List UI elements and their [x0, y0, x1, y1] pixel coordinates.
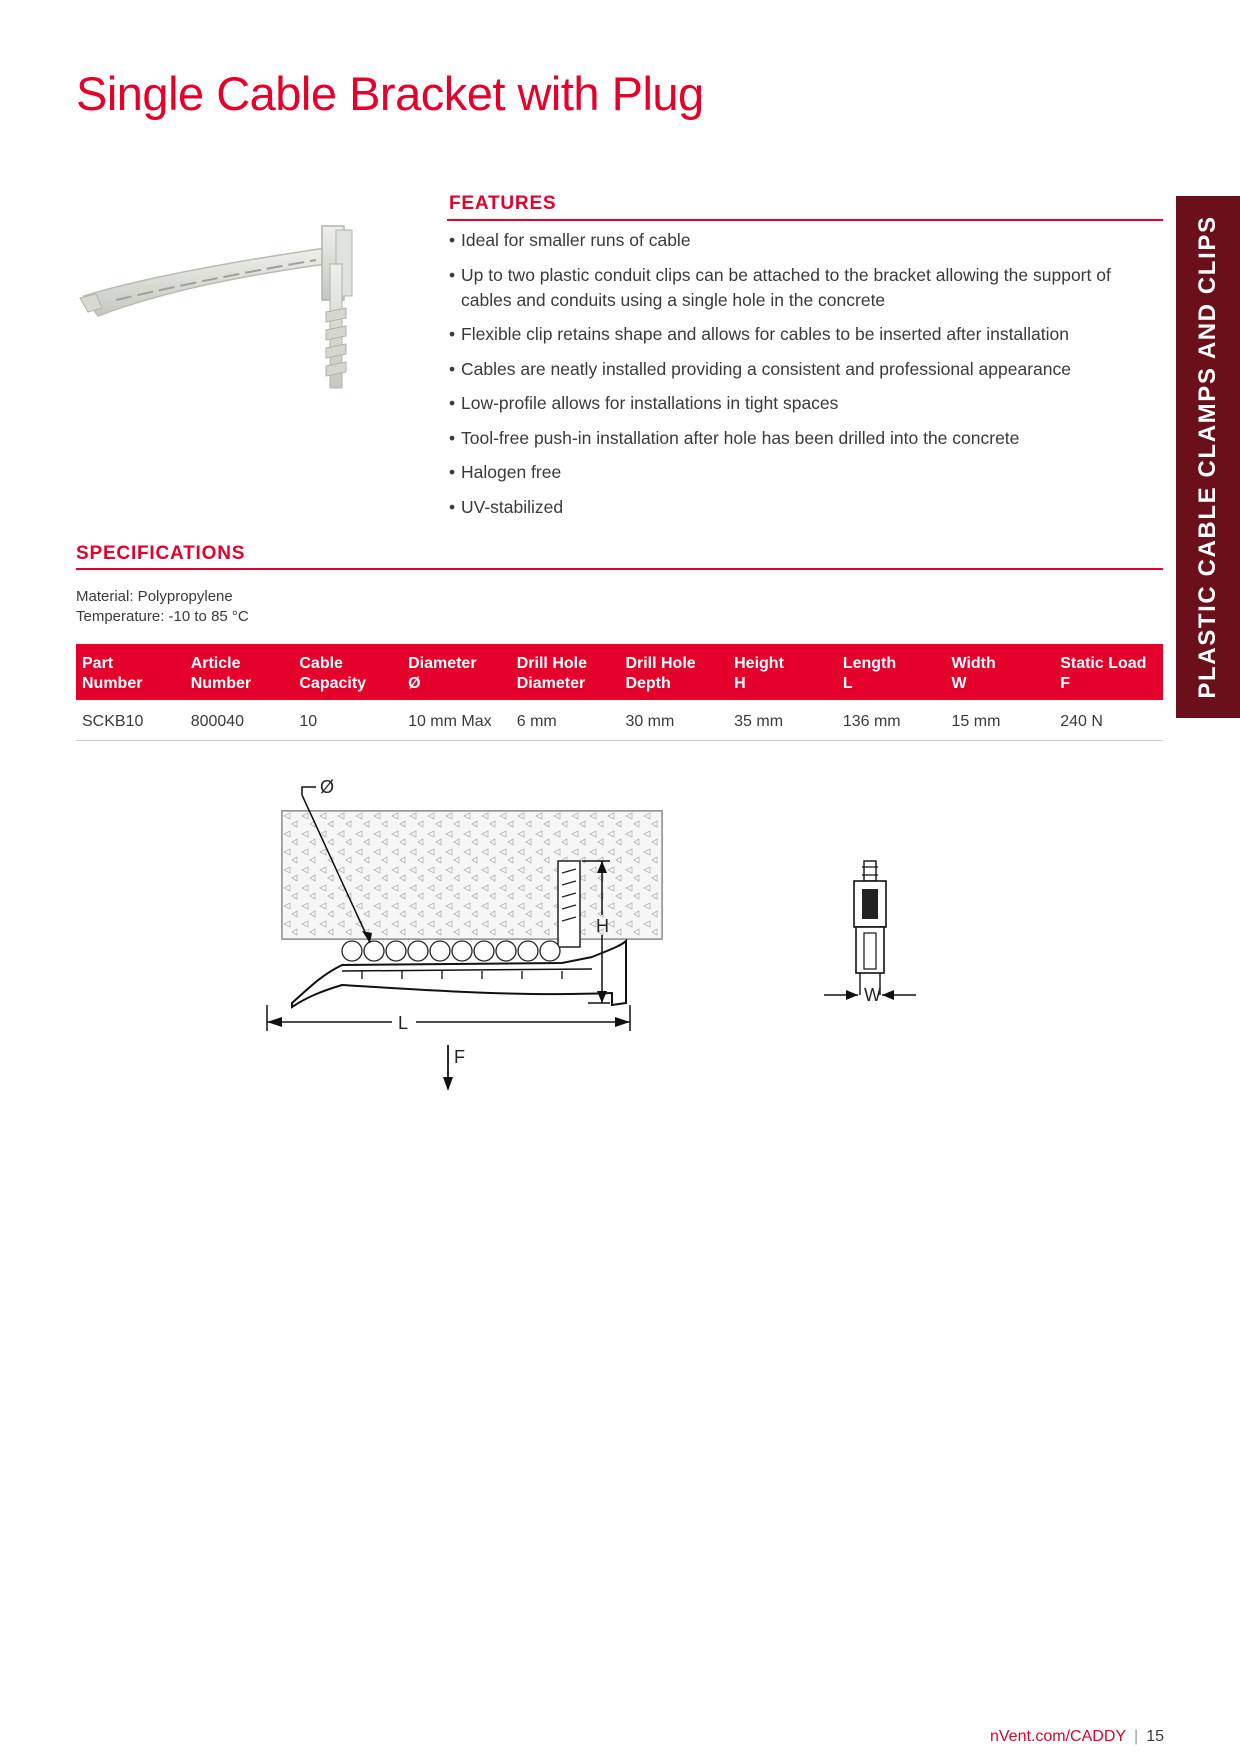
table-cell: 136 mm: [837, 700, 946, 741]
table-row: [76, 700, 1163, 741]
feature-item: • Flexible clip retains shape and allows for cables to be inserted after installation: [449, 322, 1159, 347]
feature-item: • Up to two plastic conduit clips can be attached to the bracket allowing the support of cables and conduits using a single hole in the concrete: [449, 263, 1159, 313]
table-cell: 6 mm: [511, 700, 620, 741]
feature-item: • Halogen free: [449, 460, 1159, 485]
features-list: [449, 228, 1159, 529]
installation-diagram: [262, 775, 682, 1095]
diameter-label: Ø: [320, 777, 335, 797]
height-label: H: [596, 916, 609, 936]
table-cell: 15 mm: [946, 700, 1055, 741]
plug-anchor: [558, 861, 580, 947]
specifications-divider: [76, 568, 1163, 570]
column-header-cable-capacity: Cable Capacity: [293, 644, 402, 700]
features-divider: [447, 219, 1163, 221]
column-header-part-number: Part Number: [76, 644, 185, 700]
footer-website: nVent.com/CADDY: [989, 1728, 1127, 1745]
table-cell: SCKB10: [76, 700, 185, 741]
table-cell: 10: [293, 700, 402, 741]
feature-item: • UV-stabilized: [449, 495, 1159, 520]
length-dimension-line: [267, 1005, 630, 1031]
table-cell: 35 mm: [728, 700, 837, 741]
column-header-static-load: Static Load F: [1054, 644, 1163, 700]
feature-item: • Tool-free push-in installation after hole has been drilled into the concrete: [449, 426, 1159, 451]
side-view-diagram: [818, 855, 928, 1025]
cable-bundle: [342, 941, 560, 961]
material-text: Material: Polypropylene: [76, 588, 233, 605]
force-label: F: [454, 1047, 465, 1067]
column-header-diameter: Diameter Ø: [402, 644, 511, 700]
page-number: 15: [1146, 1728, 1164, 1745]
specification-details: [76, 587, 249, 627]
product-photo: [76, 220, 416, 400]
column-header-drill-hole-diameter: Drill Hole Diameter: [511, 644, 620, 700]
temperature-text: Temperature: -10 to 85 °C: [76, 608, 249, 625]
page-title: Single Cable Bracket with Plug: [76, 67, 704, 120]
width-label: W: [864, 985, 881, 1005]
table-cell: 800040: [185, 700, 294, 741]
column-header-article-number: Article Number: [185, 644, 294, 700]
table-header-row: [76, 644, 1163, 700]
feature-item: • Cables are neatly installed providing a consistent and professional appearance: [449, 357, 1159, 382]
column-header-drill-hole-depth: Drill Hole Depth: [619, 644, 728, 700]
table-cell: 10 mm Max: [402, 700, 511, 741]
feature-item: • Ideal for smaller runs of cable: [449, 228, 1159, 253]
footer: [990, 1728, 1164, 1746]
feature-item: • Low-profile allows for installations in tight spaces: [449, 391, 1159, 416]
column-header-height: Height H: [728, 644, 837, 700]
specifications-table: [76, 644, 1163, 741]
column-header-width: Width W: [946, 644, 1055, 700]
specifications-heading: SPECIFICATIONS: [76, 543, 246, 564]
features-heading: FEATURES: [449, 193, 557, 214]
table-cell: 30 mm: [619, 700, 728, 741]
section-tab: [1176, 196, 1240, 718]
footer-separator: |: [1134, 1728, 1139, 1745]
column-header-length: Length L: [837, 644, 946, 700]
section-tab-label: PLASTIC CABLE CLAMPS AND CLIPS: [1194, 215, 1221, 699]
table-cell: 240 N: [1054, 700, 1163, 741]
length-label: L: [398, 1013, 409, 1033]
